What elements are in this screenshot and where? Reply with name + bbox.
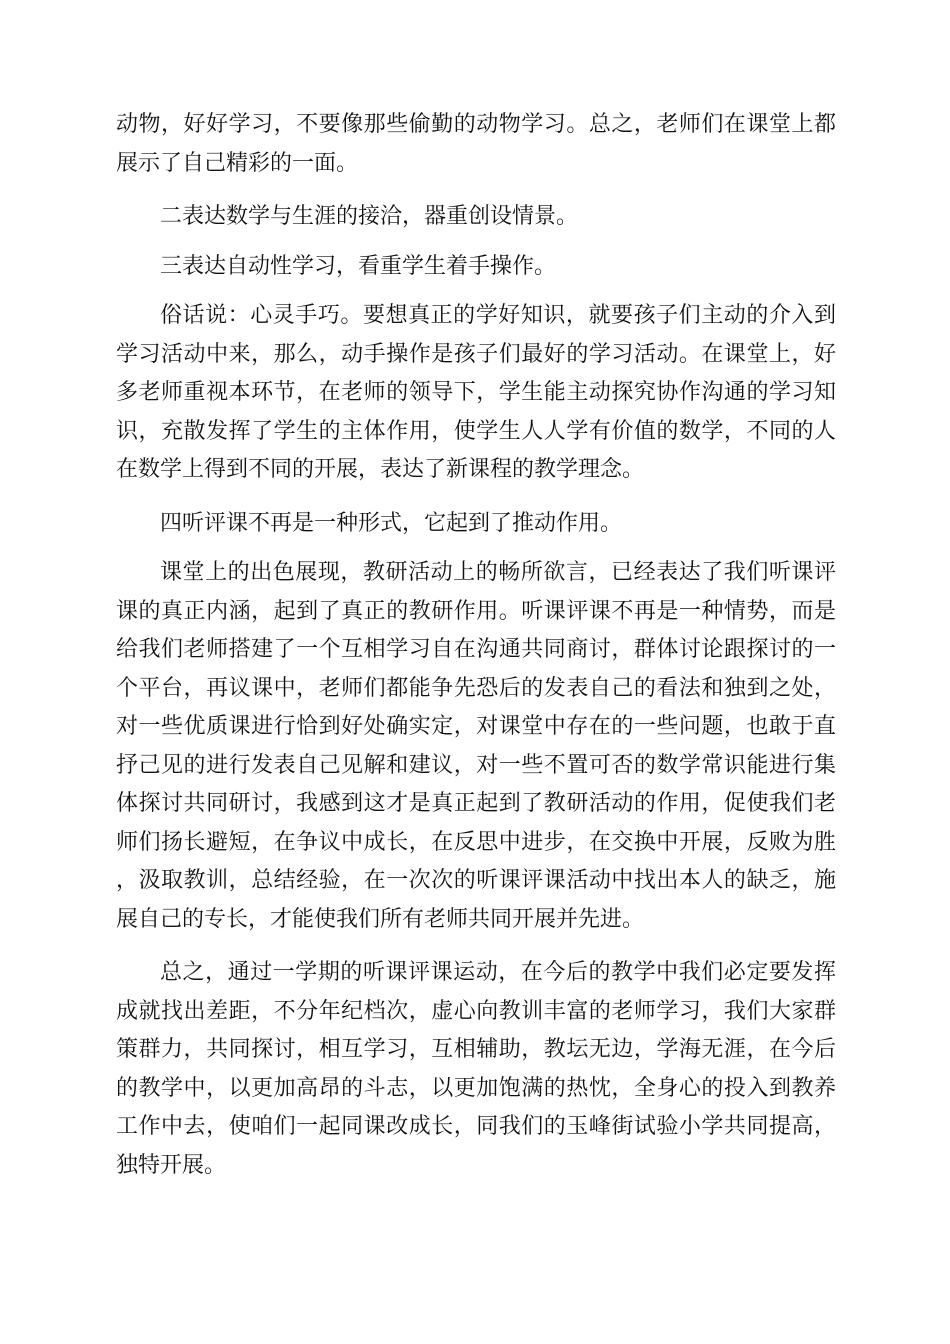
- paragraph-lesson-evaluation: 课堂上的出色展现，教研活动上的畅所欲言，已经表达了我们听课评课的真正内涵，起到了真正的教研作用。听课评课不再是一种情势，而是给我们老师搭建了一个互相学习自在沟通共同商讨，群体讨论跟探讨的一个平台，再议课中，老师们都能争先恐后的发表自己的看法和独到之处，对一些优质课进行恰到好处确实定，对课堂中存在的一些问题，也敢于直抒己见的进行发表自己见解和建议，对一些不置可否的数学常识能进行集体探讨共同研讨，我感到这才是真正起到了教研活动的作用，促使我们老师们扬长避短，在争议中成长，在反思中进步，在交换中开展，反败为胜，汲取教训，总结经验，在一次次的听课评课活动中找出本人的缺乏，施展自己的专长，才能使我们所有老师共同开展并先进。: [116, 560, 836, 932]
- paragraph-heading-four: 四听评课不再是一种形式，它起到了推动作用。: [160, 510, 623, 536]
- paragraph-hands-on: 俗话说：心灵手巧。要想真正的学好知识，就要孩子们主动的介入到学习活动中来，那么，动手操作是孩子们最好的学习活动。在课堂上，好多老师重视本环节，在老师的领导下，学生能主动探究协作沟通的学习知识，充散发挥了学生的主体作用，使学生人人学有价值的数学，不同的人在数学上得到不同的开展，表达了新课程的教学理念。: [116, 303, 836, 482]
- paragraph-heading-three: 三表达自动性学习，看重学生着手操作。: [160, 253, 557, 279]
- paragraph-conclusion: 总之，通过一学期的听课评课运动，在今后的教学中我们必定要发挥成就找出差距，不分年纪档次，虚心向教训丰富的老师学习，我们大家群策群力，共同探讨，相互学习，互相辅助，教坛无边，学海无涯，在今后的教学中，以更加高昂的斗志，以更加饱满的热忱，全身心的投入到教养工作中去，使咱们一起同课改成长，同我们的玉峰街试验小学共同提高，独特开展。: [116, 960, 836, 1178]
- paragraph-heading-two: 二表达数学与生涯的接洽，器重创设情景。: [160, 204, 579, 229]
- paragraph-continuation: 动物，好好学习，不要像那些偷勤的动物学习。总之，老师们在课堂上都展示了自己精彩的一面。: [116, 112, 836, 176]
- document-body: [116, 106, 836, 1200]
